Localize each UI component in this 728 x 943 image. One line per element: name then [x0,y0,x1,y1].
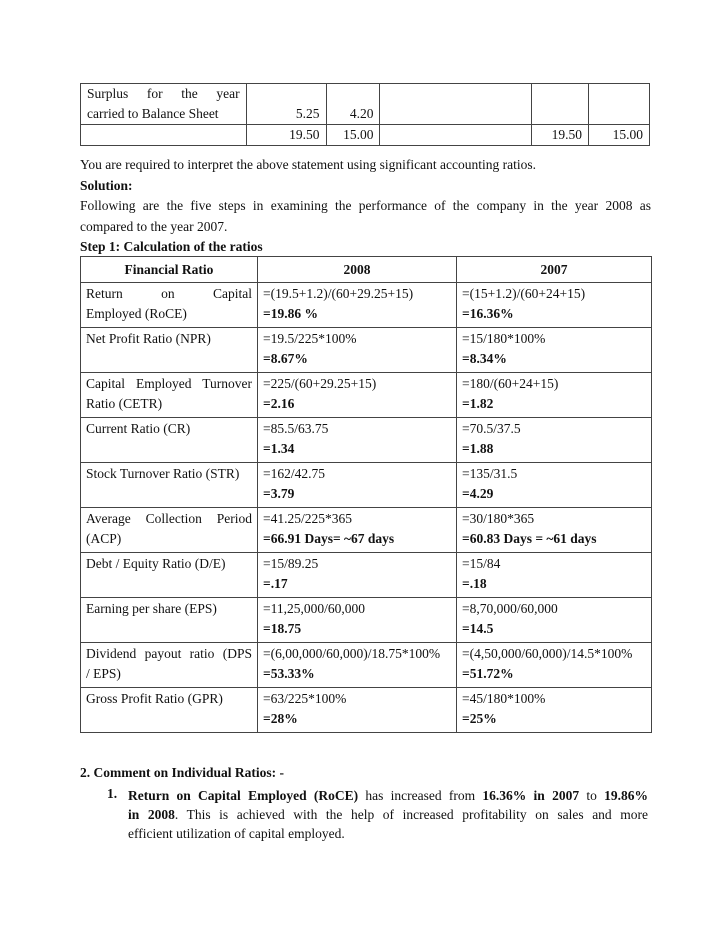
formula-2008: =85.5/63.75 [263,421,329,436]
value-cell-2007 [457,463,652,508]
bs-cell [380,125,532,146]
table-row [81,373,652,418]
ratio-name-cell [81,373,258,418]
formula-2008: =(19.5+1.2)/(60+29.25+15) [263,286,414,301]
formula-2008: =41.25/225*365 [263,511,352,526]
ratio-name-line2: / EPS) [86,666,121,681]
steps-intro-line1: Following are the five steps in examining the performance of the company in the year 2008 as [80,198,651,213]
result-2008: =3.79 [263,486,295,501]
formula-2007: =15/84 [462,556,501,571]
bold-term: in 2008 [128,807,175,822]
result-2008: =53.33% [263,666,315,681]
table-row [81,598,652,643]
value-cell-2007 [457,598,652,643]
formula-2007: =(4,50,000/60,000)/14.5*100% [462,646,633,661]
bs-cell: 15.00 [326,125,380,146]
result-2008: =19.86 % [263,306,318,321]
table-row [81,418,652,463]
result-2008: =28% [263,711,298,726]
header-2007: 2007 [457,257,652,283]
bs-cell: 5.25 [246,84,326,125]
result-2007: =8.34% [462,351,507,366]
value-cell-2008 [258,283,457,328]
ratio-name-line1: Earning per share (EPS) [86,601,217,616]
result-2008: =1.34 [263,441,295,456]
result-2008: =18.75 [263,621,302,636]
comments-heading: 2. Comment on Individual Ratios: - [80,765,285,780]
formula-2007: =135/31.5 [462,466,518,481]
table-row [81,508,652,553]
result-2007: =1.88 [462,441,494,456]
value-cell-2007 [457,553,652,598]
result-2007: =60.83 Days = ~61 days [462,531,597,546]
ratio-name-cell [81,643,258,688]
bs-cell: 15.00 [589,125,650,146]
value-cell-2008 [258,508,457,553]
ratio-name-line1: Capital Employed Turnover [86,376,252,391]
formula-2007: =8,70,000/60,000 [462,601,558,616]
ratio-table-body [81,283,652,733]
bs-cell: 19.50 [532,125,589,146]
value-cell-2008 [258,553,457,598]
result-2008: =8.67% [263,351,308,366]
table-row [81,328,652,373]
formula-2007: =(15+1.2)/(60+24+15) [462,286,586,301]
bold-term: 16.36% in 2007 [482,788,580,803]
list-text [128,786,648,843]
steps-intro-line2: compared to the year 2007. [80,218,228,234]
value-cell-2008 [258,328,457,373]
table-row [81,125,650,146]
ratio-name-line1: Current Ratio (CR) [86,421,191,436]
value-cell-2008 [258,463,457,508]
text-run: has increased from [358,788,483,803]
bold-term: 19.86% [604,788,648,803]
result-2007: =14.5 [462,621,494,636]
text-run: to [579,788,605,803]
ratio-name-line1: Net Profit Ratio (NPR) [86,331,211,346]
value-cell-2007 [457,508,652,553]
ratio-name-cell [81,553,258,598]
result-2007: =.18 [462,576,487,591]
result-2007: =51.72% [462,666,514,681]
text-run: . This is achieved with the help of increased profitability on sales and more [174,807,649,822]
formula-2008: =162/42.75 [263,466,325,481]
table-header-row [81,257,652,283]
ratio-name-cell [81,463,258,508]
formula-2008: =63/225*100% [263,691,347,706]
ratio-name-cell [81,598,258,643]
value-cell-2007 [457,688,652,733]
value-cell-2008 [258,373,457,418]
result-2008: =2.16 [263,396,295,411]
list-text-line1 [128,786,648,805]
result-2007: =16.36% [462,306,514,321]
header-financial-ratio: Financial Ratio [81,257,258,283]
value-cell-2008 [258,598,457,643]
formula-2007: =15/180*100% [462,331,546,346]
ratio-name-line1: Average Collection Period [86,511,252,526]
ratio-name-line1: Stock Turnover Ratio (STR) [86,466,240,481]
header-2008: 2008 [258,257,457,283]
ratio-name-cell [81,328,258,373]
ratio-name-line2: Employed (RoCE) [86,306,187,321]
formula-2007: =45/180*100% [462,691,546,706]
formula-2008: =15/89.25 [263,556,319,571]
bs-cell [380,84,532,125]
ratio-name-line2: (ACP) [86,531,122,546]
table-row [81,84,650,125]
result-2008: =66.91 Days= ~67 days [263,531,395,546]
formula-2008: =19.5/225*100% [263,331,357,346]
bs-cell [532,84,589,125]
ratio-name-line1: Gross Profit Ratio (GPR) [86,691,223,706]
list-text-line2 [128,805,648,824]
value-cell-2007 [457,418,652,463]
ratio-name-cell [81,688,258,733]
table-row [81,463,652,508]
table-row [81,553,652,598]
ratio-table [80,256,652,733]
bs-cell [81,125,247,146]
result-2007: =4.29 [462,486,494,501]
table-row [81,283,652,328]
solution-heading: Solution: [80,177,133,193]
list-text-line3: efficient utilization of capital employed. [128,826,345,841]
table-row [81,643,652,688]
value-cell-2007 [457,328,652,373]
formula-2008: =(6,00,000/60,000)/18.75*100% [263,646,441,661]
bs-label-line2: carried to Balance Sheet [87,106,219,121]
formula-2008: =225/(60+29.25+15) [263,376,377,391]
value-cell-2008 [258,688,457,733]
intro-block [80,155,651,258]
ratio-name-cell [81,508,258,553]
result-2007: =25% [462,711,497,726]
result-2008: =.17 [263,576,288,591]
ratio-name-line1: Dividend payout ratio (DPS [86,646,252,661]
step1-heading: Step 1: Calculation of the ratios [80,239,263,254]
value-cell-2007 [457,643,652,688]
formula-2007: =30/180*365 [462,511,535,526]
value-cell-2007 [457,283,652,328]
ratio-name-line2: Ratio (CETR) [86,396,163,411]
ratio-name-line1: Debt / Equity Ratio (D/E) [86,556,226,571]
bs-label-line1: Surplus for the year [87,86,240,101]
value-cell-2008 [258,643,457,688]
ratio-name-cell [81,283,258,328]
result-2007: =1.82 [462,396,494,411]
formula-2007: =180/(60+24+15) [462,376,559,391]
bs-cell [589,84,650,125]
ratio-name-cell [81,418,258,463]
formula-2008: =11,25,000/60,000 [263,601,365,616]
value-cell-2008 [258,418,457,463]
bold-term: Return on Capital Employed (RoCE) [128,788,359,803]
table-row [81,688,652,733]
value-cell-2007 [457,373,652,418]
bs-cell: 4.20 [326,84,380,125]
ratio-name-line1: Return on Capital [86,286,252,301]
list-number: 1. [107,786,118,801]
comments-section [80,763,651,784]
formula-2007: =70.5/37.5 [462,421,521,436]
bs-cell: 19.50 [246,125,326,146]
bs-label-cell [81,84,247,125]
balance-sheet-fragment [80,83,650,146]
instruction-text: You are required to interpret the above statement using significant accounting ratios. [80,157,537,172]
